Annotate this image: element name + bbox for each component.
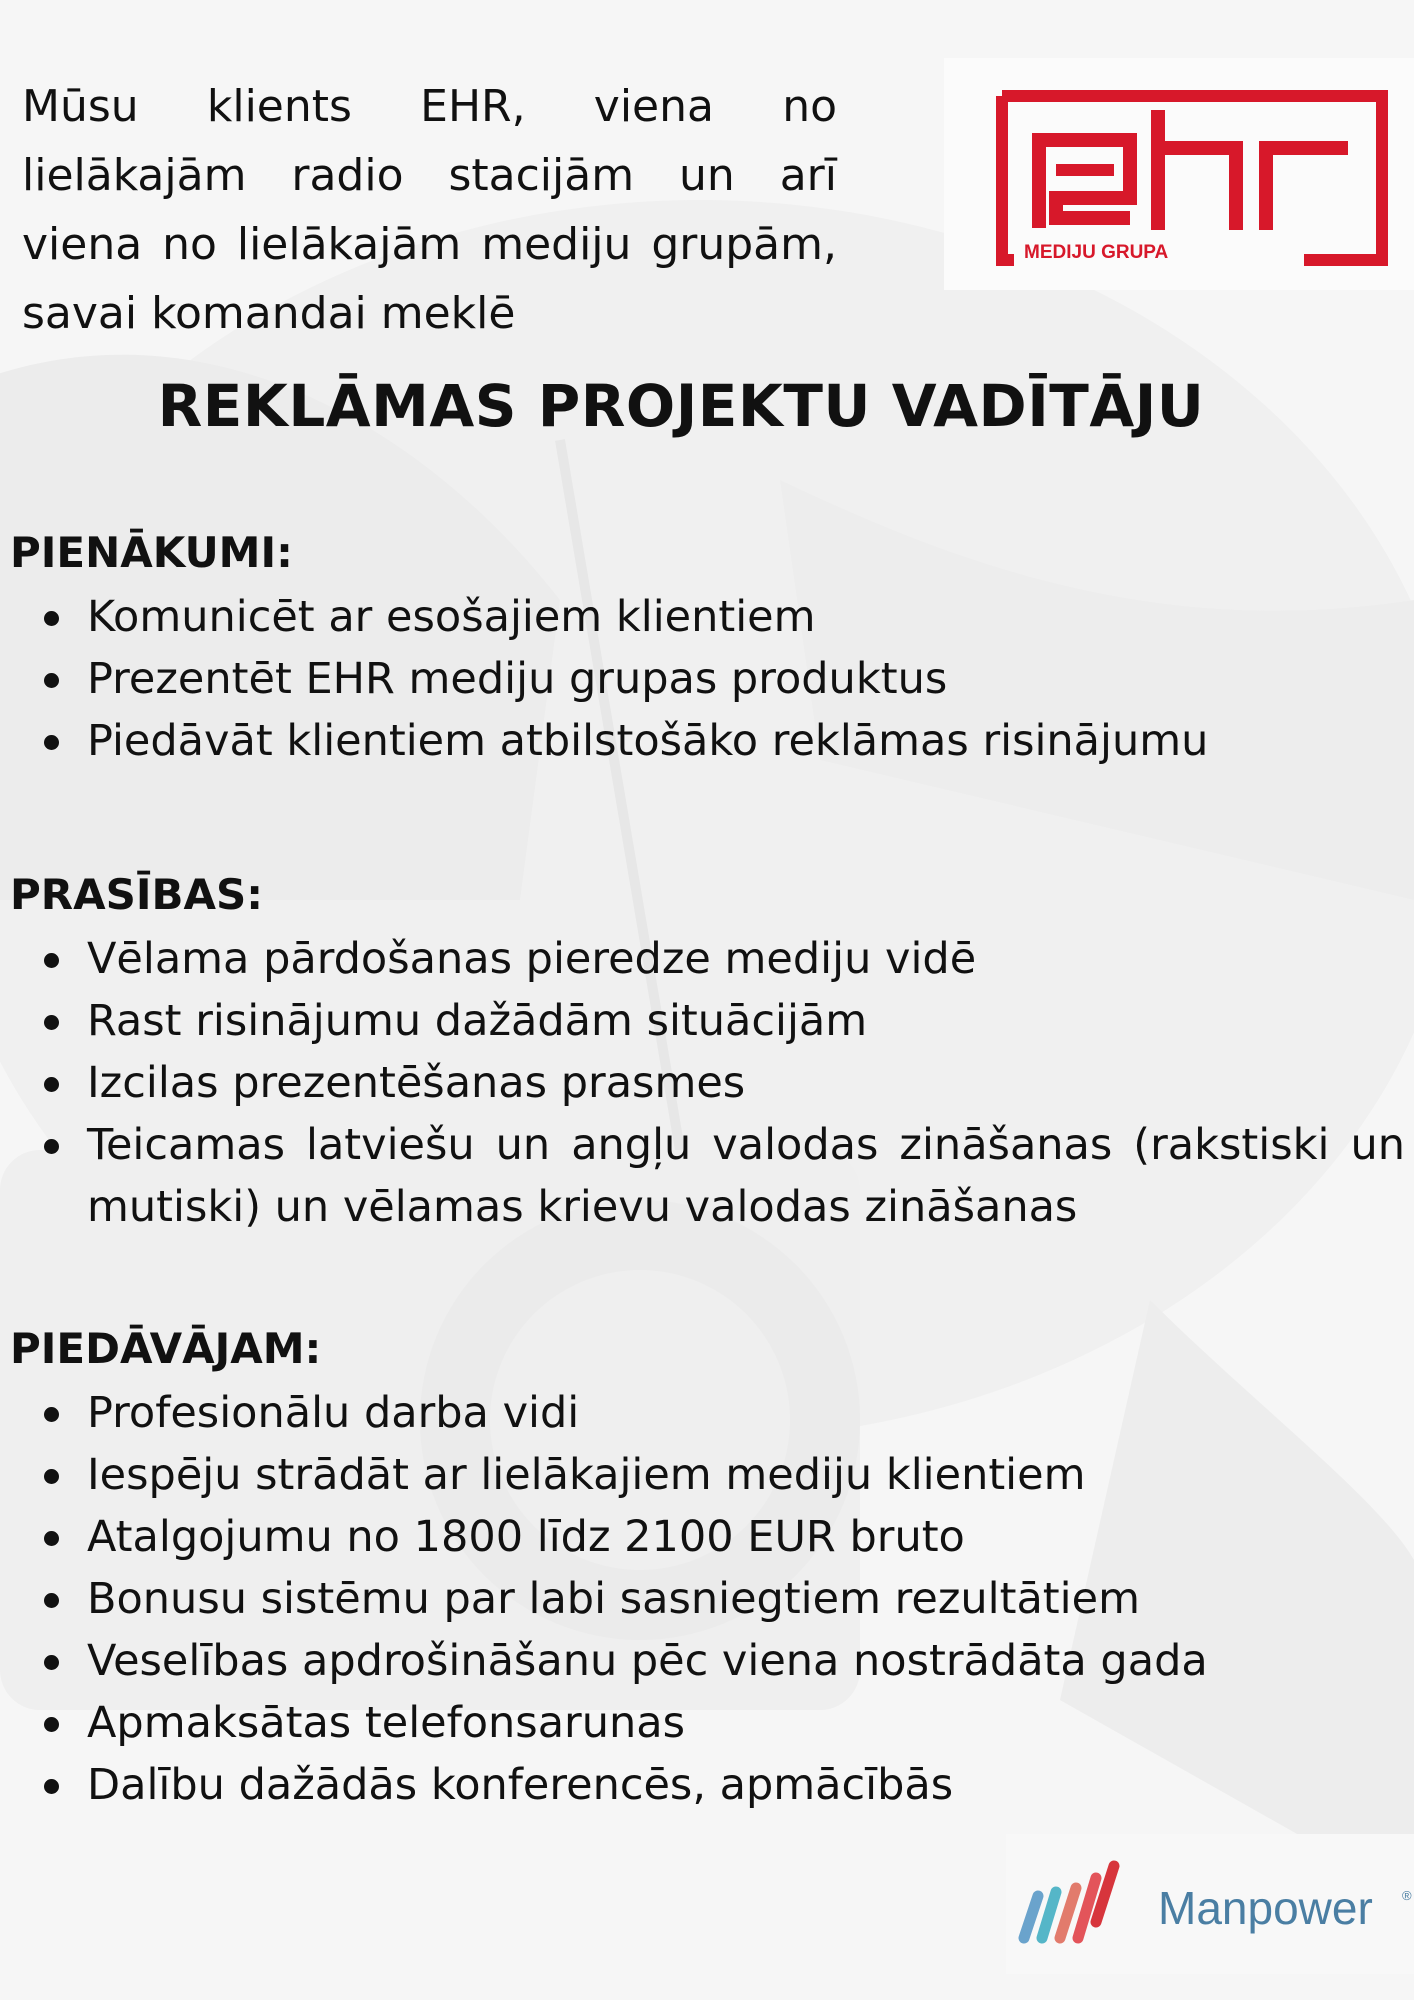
section-title-requirements: PRASĪBAS: (10, 870, 264, 919)
manpower-wordmark: Manpower (1158, 1882, 1373, 1934)
offer-section (10, 1324, 1405, 1816)
list-item: Teicamas latviešu un angļu valodas zināšanas (rakstiski un mutiski) un vēlamas krievu valodas zināšanas (10, 1114, 1405, 1238)
section-title-offer: PIEDĀVĀJAM: (10, 1324, 322, 1373)
job-title-heading: REKLĀMAS PROJEKTU VADĪTĀJU (157, 372, 1205, 440)
list-item: Rast risinājumu dažādām situācijām (10, 990, 1405, 1052)
responsibilities-list (10, 586, 1405, 772)
list-item: Veselības apdrošināšanu pēc viena nostrādāta gada (10, 1630, 1405, 1692)
list-item: Profesionālu darba vidi (10, 1382, 1405, 1444)
list-item: Piedāvāt klientiem atbilstošāko reklāmas risinājumu (10, 710, 1405, 772)
list-item: Komunicēt ar esošajiem klientiem (10, 586, 1405, 648)
ehr-logo (944, 58, 1414, 290)
list-item: Vēlama pārdošanas pieredze mediju vidē (10, 928, 1405, 990)
list-item: Apmaksātas telefonsarunas (10, 1692, 1405, 1754)
list-item: Iespēju strādāt ar lielākajiem mediju klientiem (10, 1444, 1405, 1506)
list-item: Atalgojumu no 1800 līdz 2100 EUR bruto (10, 1506, 1405, 1568)
section-title-responsibilities: PIENĀKUMI: (10, 528, 293, 577)
list-item: Izcilas prezentēšanas prasmes (10, 1052, 1405, 1114)
list-item: Dalību dažādās konferencēs, apmācībās (10, 1754, 1405, 1816)
requirements-list (10, 928, 1405, 1238)
requirements-section (10, 870, 1405, 1238)
offer-list (10, 1382, 1405, 1816)
manpower-logo (1006, 1834, 1414, 1974)
manpower-registered-mark: ® (1402, 1888, 1412, 1903)
intro-paragraph: Mūsu klients EHR, viena no lielākajām radio stacijām un arī viena no lielākajām mediju grupām, savai komandai meklē (22, 81, 837, 339)
list-item: Prezentēt EHR mediju grupas produktus (10, 648, 1405, 710)
list-item: Bonusu sistēmu par labi sasniegtiem rezultātiem (10, 1568, 1405, 1630)
responsibilities-section (10, 528, 1405, 772)
ehr-logo-subtitle: MEDIJU GRUPA (1024, 242, 1169, 263)
